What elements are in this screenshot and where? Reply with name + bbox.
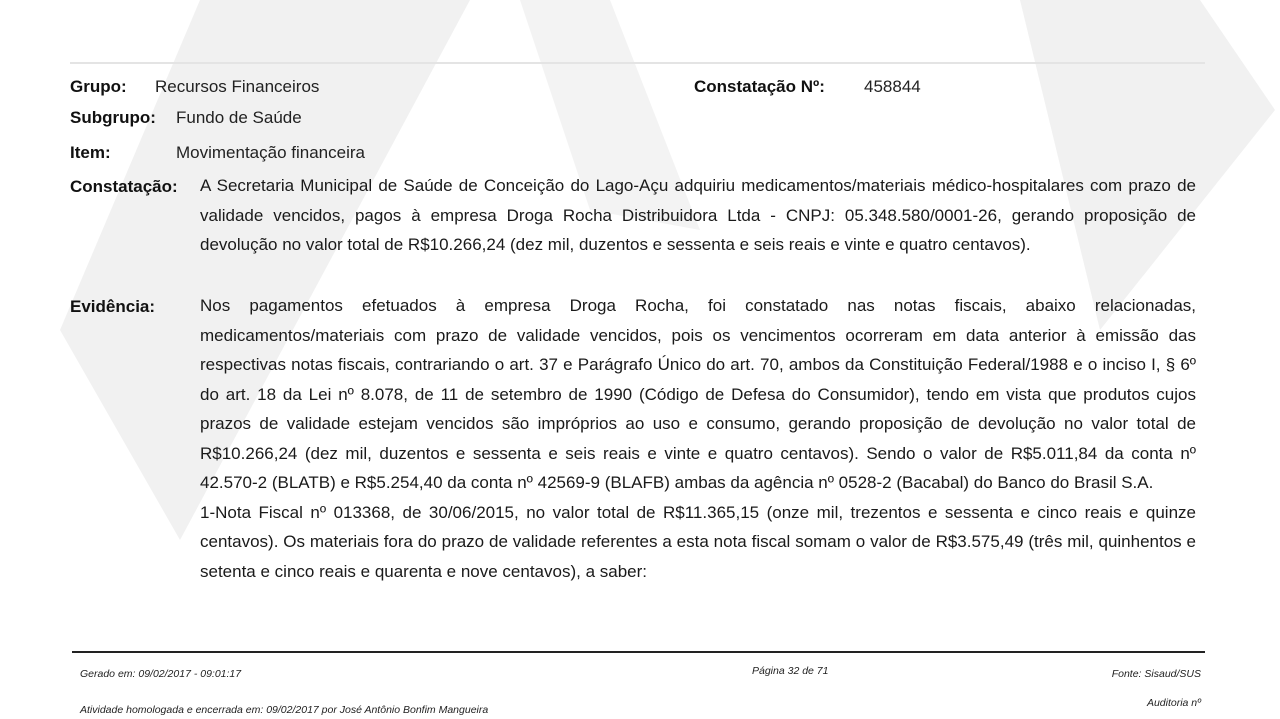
footer-divider [72,651,1205,653]
footer-audit: Auditoria nº [1146,697,1201,709]
subgrupo-label: Subgrupo: [70,108,156,127]
evidencia-label: Evidência: [70,297,156,316]
grupo-value: Recursos Financeiros [155,77,320,96]
evidencia-paragraph-2: 1-Nota Fiscal nº 013368, de 30/06/2015, no valor total de R$11.365,15 (onze mil, trezentos e sessenta e cinco reais e quinze centavos). Os materiais fora do prazo de validade referentes a esta nota fiscal somam o valor de R$3.575,49 (três mil, quinhentos e setenta e cinco reais e quarenta e nove centavos), a saber: [200,502,1196,581]
evidencia-paragraph-1: Nos pagamentos efetuados à empresa Droga Rocha, foi constatado nas notas fiscais, abaixo relacionadas, medicamentos/materiais com prazo de validade vencidos, pois os vencimentos ocorreram em data anterior à emissão das respectivas notas fiscais, contrariando o art. 37 e Parágrafo Único do art. 70, ambos da Constituição Federal/1988 e o inciso I, § 6º do art. 18 da Lei nº 8.078, de 11 de setembro de 1990 (Código de Defesa do Consumidor), tendo em vista que produtos cujos prazos de validade estejam vencidos são impróprios ao uso e consumo, gerando proposição de devolução no valor total de R$10.266,24 (dez mil, duzentos e sessenta e seis reais e vinte e quatro centavos). Sendo o valor de R$5.011,84 da conta nº 42.570-2 (BLATB) e R$5.254,40 da conta nº 42569-9 (BLAFB) ambas da agência nº 0528-2 (Bacabal) do Banco do Brasil S.A. [200,296,1196,492]
footer-source: Fonte: Sisaud/SUS [1111,668,1201,680]
constatacao-text-block [200,171,1196,260]
constatacao-text: A Secretaria Municipal de Saúde de Conceição do Lago-Açu adquiriu medicamentos/materiais médico-hospitalares com prazo de validade vencidos, pagos à empresa Droga Rocha Distribuidora Ltda - CNPJ: 05.348.580/0001-26, gerando proposição de devolução no valor total de R$10.266,24 (dez mil, duzentos e sessenta e seis reais e vinte e quatro centavos). [200,176,1196,254]
top-divider [70,62,1205,64]
footer-generated: Gerado em: 09/02/2017 - 09:01:17 [80,668,242,680]
constatacao-number-label: Constatação Nº: [694,77,825,96]
subgrupo-value: Fundo de Saúde [176,108,302,127]
constatacao-number-value: 458844 [864,77,921,96]
footer-page-number: Página 32 de 71 [752,665,829,677]
constatacao-label: Constatação: [70,177,178,196]
item-label: Item: [70,143,111,162]
evidencia-text-block [200,291,1196,586]
item-value: Movimentação financeira [176,143,365,162]
footer-activity: Atividade homologada e encerrada em: 09/02/2017 por José Antônio Bonfim Mangueira [80,704,489,716]
grupo-label: Grupo: [70,77,127,96]
